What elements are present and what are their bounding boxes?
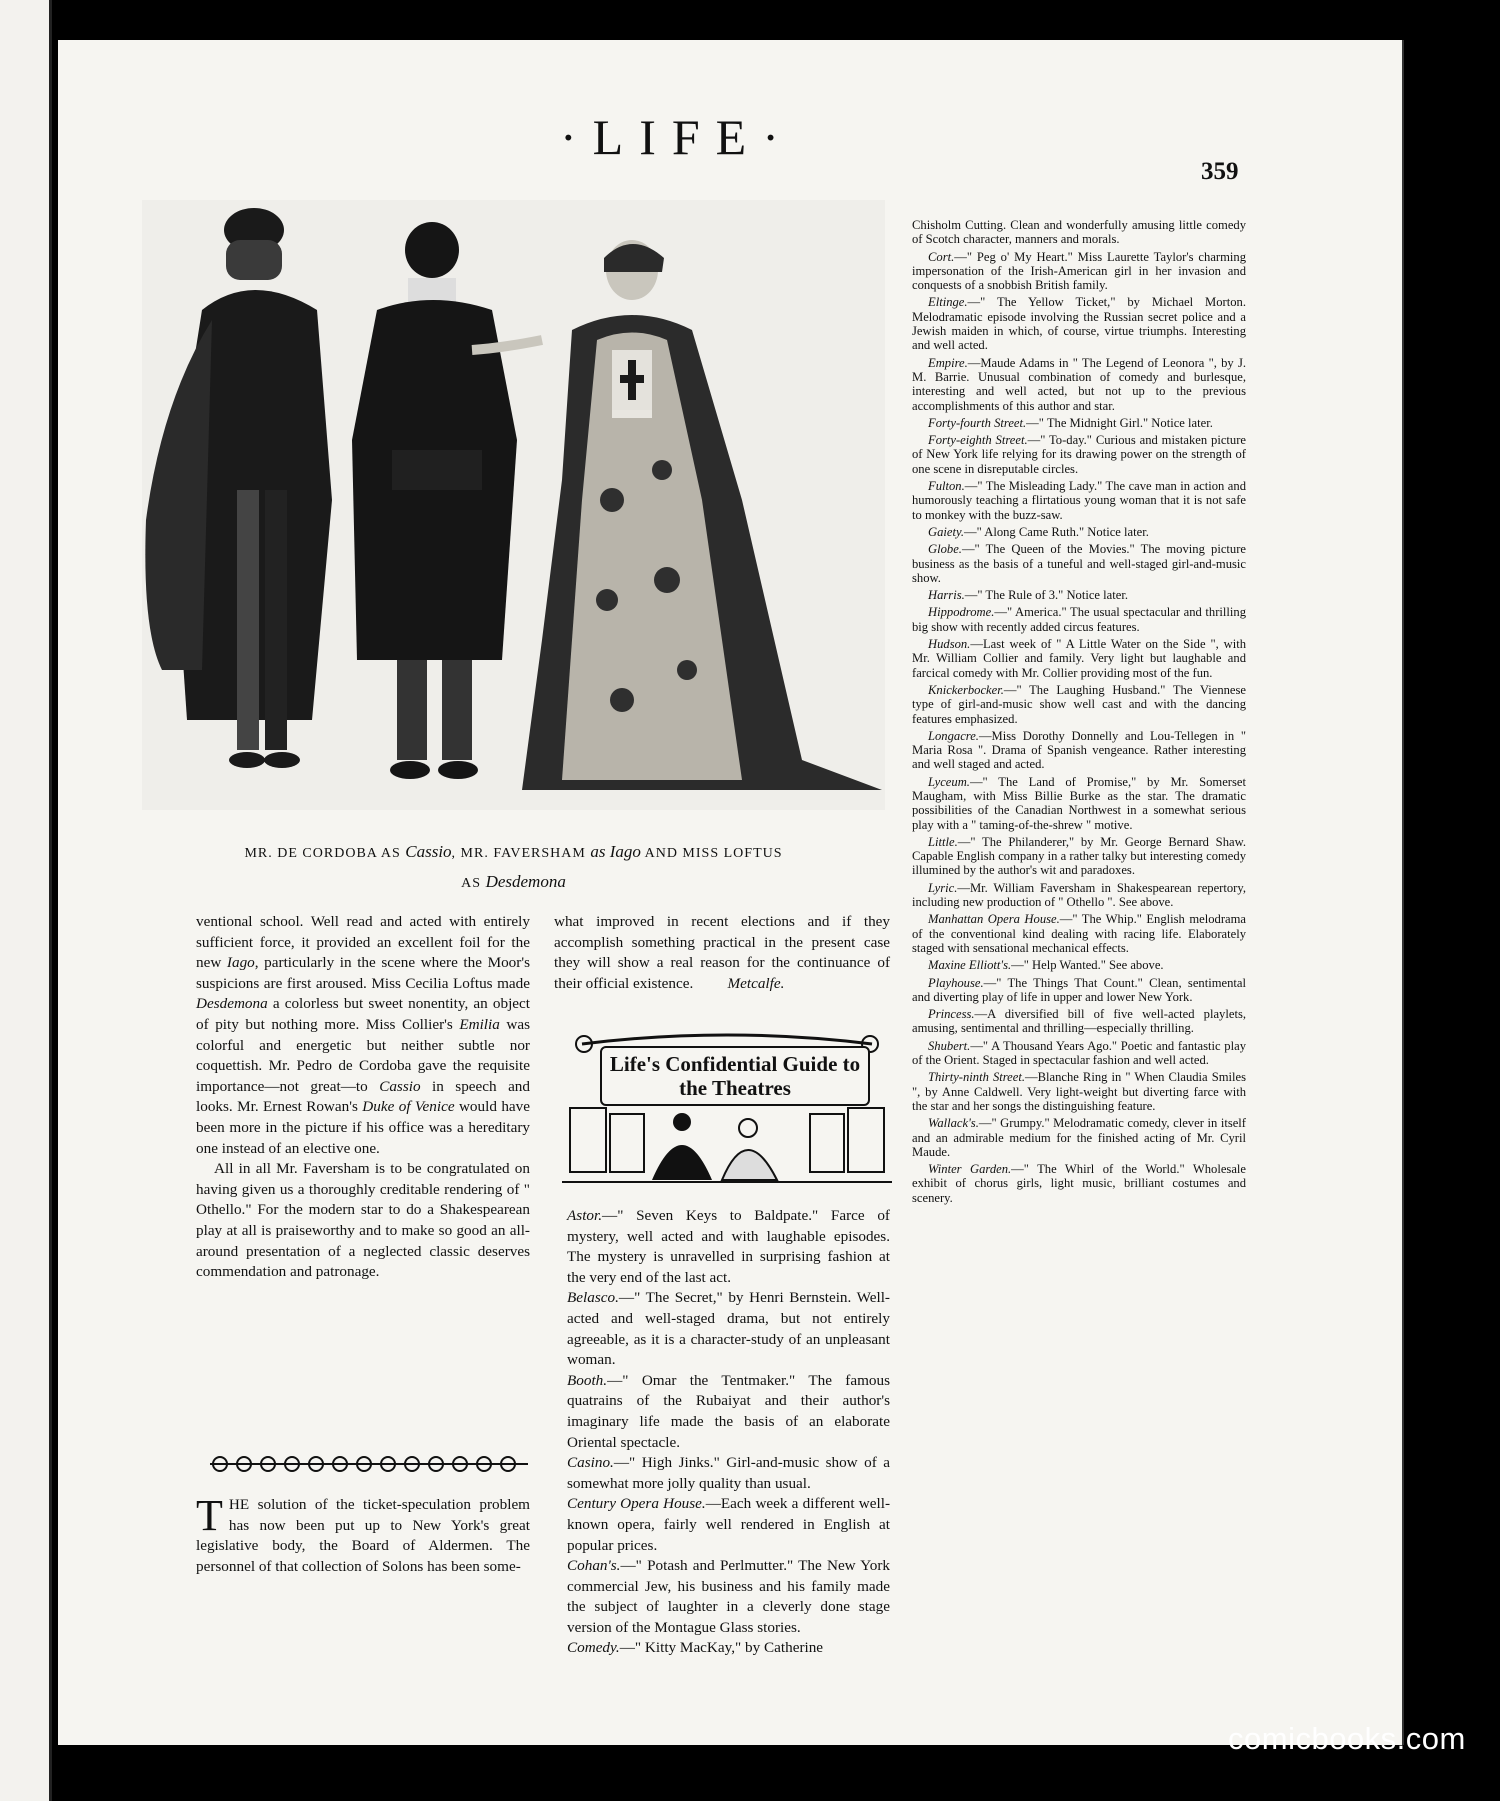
page-number: 359 bbox=[1201, 158, 1239, 185]
guide-text: —" America." The usual spectacular and thrilling big show with recently added circus features. bbox=[912, 605, 1246, 634]
guide-venue: Cort. bbox=[928, 249, 955, 264]
caption-role-iago: as Iago bbox=[590, 842, 641, 861]
theatre-photograph bbox=[142, 200, 885, 810]
guide-text: —Last week of " A Little Water on the Side ", with Mr. William Collier and family. Very light but laughable and farcical comedy with Mr. Collier providing most of the fun. bbox=[912, 637, 1246, 680]
guide-entry bbox=[567, 1494, 890, 1556]
guide-venue: Hudson. bbox=[928, 637, 971, 652]
guide-entry bbox=[912, 542, 1246, 585]
theatre-guide-list-right bbox=[912, 218, 1246, 1208]
guide-entry bbox=[912, 433, 1246, 476]
guide-text: —" Seven Keys to Baldpate." Farce of mystery, well acted and with laughable episodes. The mystery is unravelled in surprising fashion at the very end of the last act. bbox=[567, 1207, 890, 1286]
guide-text: —" The Misleading Lady." The cave man in action and humorously teaching a flirtatious young woman that it is not safe to monkey with the buzz-saw. bbox=[912, 479, 1246, 522]
caption-part-3: AND MISS LOFTUS bbox=[640, 846, 783, 861]
guide-entry bbox=[567, 1556, 890, 1638]
guide-venue: Eltinge. bbox=[928, 295, 968, 310]
masthead: ·LIFE· bbox=[560, 109, 795, 165]
guide-text: —" The Secret," by Henri Bernstein. Well-acted and well-staged drama, but not entirely agreeable, as it is a character-study of an unpleasant woman. bbox=[567, 1289, 890, 1369]
review-continuation bbox=[554, 912, 890, 994]
guide-text: —" Along Came Ruth." Notice later. bbox=[964, 524, 1149, 539]
guide-entry bbox=[912, 1070, 1246, 1113]
guide-venue: Astor. bbox=[567, 1207, 603, 1224]
review-text: what improved in recent elections and if they accomplish something practical in the present case they will show a real reason for the continuance of their official existence. bbox=[554, 913, 890, 992]
theatre-guide-list-middle bbox=[567, 1206, 890, 1659]
review-paragraph-2: All in all Mr. Faversham is to be congratulated on having given us a thoroughly creditable rendering of " Othello." For the modern star to do a Shakespearean play at all is praiseworthy and to make so good an all-around presentation of a neglected classic deserves commendation and patronage. bbox=[196, 1160, 530, 1281]
caption-part-4: AS bbox=[461, 876, 486, 891]
guide-text: —" Potash and Perlmutter." The New York commercial Jew, his business and his family made the subject of laughter in a cleverly done stage version of the Montague Glass stories. bbox=[567, 1557, 890, 1636]
ornamental-divider bbox=[210, 1451, 528, 1477]
guide-entry bbox=[912, 958, 1246, 972]
guide-entry bbox=[912, 416, 1246, 430]
guide-venue: Hippodrome. bbox=[928, 605, 995, 620]
guide-text: —Each week a different well-known opera, fairly well rendered in English at popular prices. bbox=[567, 1495, 890, 1554]
guide-text: —" The Philanderer," by Mr. George Bernard Shaw. Capable English company in a rather talky but interesting comedy illumined by the author's wit and paradoxes. bbox=[912, 834, 1246, 878]
guide-title: Life's Confidential Guide to the Theatres bbox=[600, 1046, 870, 1106]
guide-text: —Maude Adams in " The Legend of Leonora ", by J. M. Barrie. Unusual combination of comedy and burlesque, interesting and well acted, but not up to the previous accomplishments of this author and star. bbox=[912, 355, 1246, 413]
guide-text: —" Peg o' My Heart." Miss Laurette Taylor's charming impersonation of the Irish-American girl in her invasion and conquests of a snobbish British family. bbox=[912, 249, 1246, 293]
guide-text: —" The Whirl of the World." Wholesale exhibit of chorus girls, light music, brilliant costumes and scenery. bbox=[912, 1162, 1246, 1205]
review-italic-duke: Duke of Venice bbox=[362, 1098, 455, 1116]
guide-venue: Empire. bbox=[928, 355, 968, 370]
guide-entry bbox=[912, 775, 1246, 832]
guide-venue: Century Opera House. bbox=[567, 1495, 706, 1513]
guide-entry bbox=[567, 1453, 890, 1494]
guide-text: —" To-day." Curious and mistaken picture of New York life relying for its drawing power on the strength of one scene in disreputable circles. bbox=[912, 433, 1246, 476]
guide-text: —" The Things That Count." Clean, sentimental and diverting play of life in upper and lower New York. bbox=[912, 975, 1246, 1004]
review-italic-emilia: Emilia bbox=[459, 1015, 500, 1033]
review-italic-cassio: Cassio bbox=[379, 1077, 421, 1095]
guide-entry bbox=[912, 976, 1246, 1005]
review-column-left bbox=[196, 912, 530, 1283]
ticket-speculation-text: HE solution of the ticket-speculation problem has now been put up to New York's great legislative body, the Board of Aldermen. The personnel of that collection of Solons has been some- bbox=[196, 1496, 530, 1575]
caption-part-1: MR. DE CORDOBA AS bbox=[244, 846, 406, 861]
guide-text: —" Kitty MacKay," by Catherine bbox=[619, 1639, 824, 1657]
guide-text: —" A Thousand Years Ago." Poetic and fantastic play of the Orient. Staged in spectacular fashion and well acted. bbox=[912, 1038, 1246, 1068]
guide-venue: Harris. bbox=[928, 588, 965, 603]
review-text: , particularly in the scene where the Moor's suspicions are first aroused. Miss Cecilia Loftus made bbox=[196, 954, 530, 992]
review-text: would have been more in the picture if his office was a hereditary one instead of an elective one. bbox=[196, 1098, 530, 1157]
guide-entry bbox=[912, 881, 1246, 910]
figure-iago bbox=[352, 222, 517, 779]
guide-venue: Forty-eighth Street. bbox=[928, 433, 1028, 448]
review-text: ventional school. Well read and acted with entirely sufficient force, it provided an excellent foil for the new bbox=[196, 913, 530, 972]
previous-page-edge bbox=[0, 0, 52, 1801]
guide-text: —" Grumpy." Melodramatic comedy, clever in itself and an admirable medium for the finished acting of Mr. Cyril Maude. bbox=[912, 1116, 1246, 1159]
guide-text: —" The Laughing Husband." The Viennese type of girl-and-music show well cast and with the dancing features emphasized. bbox=[912, 682, 1246, 726]
guide-entry bbox=[567, 1371, 890, 1453]
guide-text: —" The Whip." English melodrama of the conventional kind dealing with racing life. Elaborately staged with sensational mechanical effects. bbox=[912, 912, 1246, 955]
guide-venue: Wallack's. bbox=[928, 1116, 979, 1131]
guide-venue: Shubert. bbox=[928, 1038, 971, 1053]
guide-venue: Fulton. bbox=[928, 479, 965, 494]
guide-entry bbox=[567, 1206, 890, 1288]
guide-entry bbox=[912, 605, 1246, 634]
guide-venue: Booth. bbox=[567, 1371, 608, 1389]
guide-entry bbox=[912, 1116, 1246, 1159]
review-paragraph-1 bbox=[196, 912, 530, 1159]
guide-venue: Longacre. bbox=[928, 728, 979, 743]
guide-entry bbox=[912, 1007, 1246, 1036]
guide-text: —" Help Wanted." See above. bbox=[1011, 958, 1164, 973]
guide-text: —Blanche Ring in " When Claudia Smiles ", by Anne Caldwell. Very light-weight but diverting farce with the star and her songs the distinguishing feature. bbox=[912, 1070, 1246, 1113]
guide-entry bbox=[912, 356, 1246, 413]
caption-role-desdemona: Desdemona bbox=[485, 872, 566, 891]
figure-desdemona bbox=[472, 240, 882, 790]
guide-venue: Globe. bbox=[928, 542, 962, 557]
guide-entry bbox=[912, 637, 1246, 680]
guide-text: —" Omar the Tentmaker." The famous quatrains of the Rubaiyat and their author's imaginary life made the basis of an elaborate Oriental spectacle. bbox=[567, 1371, 890, 1451]
review-text: a colorless but sweet nonentity, an object of pity but nothing more. Miss Collier's bbox=[196, 995, 530, 1033]
guide-entry bbox=[912, 683, 1246, 726]
guide-entry bbox=[912, 479, 1246, 522]
caption-role-cassio: Cassio bbox=[405, 842, 452, 861]
photo-caption bbox=[142, 838, 885, 898]
guide-text: —A diversified bill of five well-acted playlets, amusing, sentimental and thrilling—especially thrilling. bbox=[912, 1007, 1246, 1036]
guide-venue: Thirty-ninth Street. bbox=[928, 1070, 1025, 1085]
review-text: in speech and looks. Mr. Ernest Rowan's bbox=[196, 1077, 530, 1116]
guide-venue: Lyceum. bbox=[928, 774, 970, 789]
review-italic-iago: Iago bbox=[226, 954, 255, 972]
guide-venue: Knickerbocker. bbox=[928, 682, 1004, 697]
guide-entry bbox=[912, 295, 1246, 352]
guide-text: —" The Midnight Girl." Notice later. bbox=[1026, 415, 1213, 430]
guide-entry bbox=[912, 729, 1246, 772]
guide-entry bbox=[567, 1288, 890, 1370]
guide-venue: Princess. bbox=[928, 1007, 975, 1022]
guide-venue: Cohan's. bbox=[567, 1557, 621, 1575]
guide-entry bbox=[567, 1638, 890, 1659]
ticket-speculation-article bbox=[196, 1491, 530, 1577]
guide-venue: Maxine Elliott's. bbox=[928, 958, 1012, 973]
guide-text: —" The Queen of the Movies." The moving picture business as the basis of a tuneful and well-staged girl-and-music show. bbox=[912, 542, 1246, 585]
guide-text: —" High Jinks." Girl-and-music show of a somewhat more jolly quality than usual. bbox=[567, 1454, 890, 1492]
guide-entry bbox=[912, 250, 1246, 293]
drop-cap: T bbox=[196, 1491, 223, 1540]
guide-venue: Comedy. bbox=[567, 1639, 620, 1657]
guide-venue: Little. bbox=[928, 834, 958, 849]
caption-part-2: , MR. FAVERSHAM bbox=[451, 846, 591, 861]
guide-entry bbox=[912, 835, 1246, 878]
guide-entry-continued: Chisholm Cutting. Clean and wonderfully amusing little comedy of Scotch character, manners and morals. bbox=[912, 218, 1246, 247]
guide-header-illustration bbox=[562, 1030, 892, 1190]
guide-text: —Mr. William Faversham in Shakespearean repertory, including new production of " Othello ". See above. bbox=[912, 880, 1246, 910]
guide-text: —Miss Dorothy Donnelly and Lou-Tellegen in " Maria Rosa ". Drama of Spanish vengeance. Rather interesting and well staged and acted. bbox=[912, 728, 1246, 772]
guide-venue: Winter Garden. bbox=[928, 1162, 1012, 1177]
guide-venue: Playhouse. bbox=[928, 975, 984, 990]
guide-venue: Gaiety. bbox=[928, 524, 965, 539]
guide-venue: Lyric. bbox=[928, 880, 958, 895]
guide-entry bbox=[912, 1039, 1246, 1068]
review-signature: Metcalfe. bbox=[727, 974, 785, 992]
watermark: comicbooks.com bbox=[1228, 1721, 1466, 1756]
review-column-middle bbox=[554, 912, 890, 994]
review-text: was colorful and energetic but neither subtle nor coquettish. Mr. Pedro de Cordoba gave the requisite importance—not great—to bbox=[196, 1015, 530, 1095]
guide-entry bbox=[912, 588, 1246, 602]
guide-venue: Forty-fourth Street. bbox=[928, 415, 1027, 430]
guide-venue: Casino. bbox=[567, 1454, 614, 1472]
guide-entry bbox=[912, 525, 1246, 539]
figure-cassio bbox=[145, 208, 332, 768]
review-italic-desdemona: Desdemona bbox=[196, 995, 268, 1013]
guide-text: —" The Rule of 3." Notice later. bbox=[964, 588, 1128, 603]
guide-venue: Manhattan Opera House. bbox=[928, 912, 1060, 927]
guide-entry bbox=[912, 1162, 1246, 1205]
guide-venue: Belasco. bbox=[567, 1289, 619, 1307]
guide-entry bbox=[912, 912, 1246, 955]
guide-text: —" The Yellow Ticket," by Michael Morton. Melodramatic episode involving the Russian secret police and a Jewish maiden in which, of course, virtue triumphs. Interesting and well acted. bbox=[912, 295, 1246, 353]
guide-text: —" The Land of Promise," by Mr. Somerset Maugham, with Miss Billie Burke as the star. The dramatic possibilities of the Canadian Northwest in a somewhat serious play with a " taming-of-the-shrew " motive. bbox=[912, 774, 1246, 832]
